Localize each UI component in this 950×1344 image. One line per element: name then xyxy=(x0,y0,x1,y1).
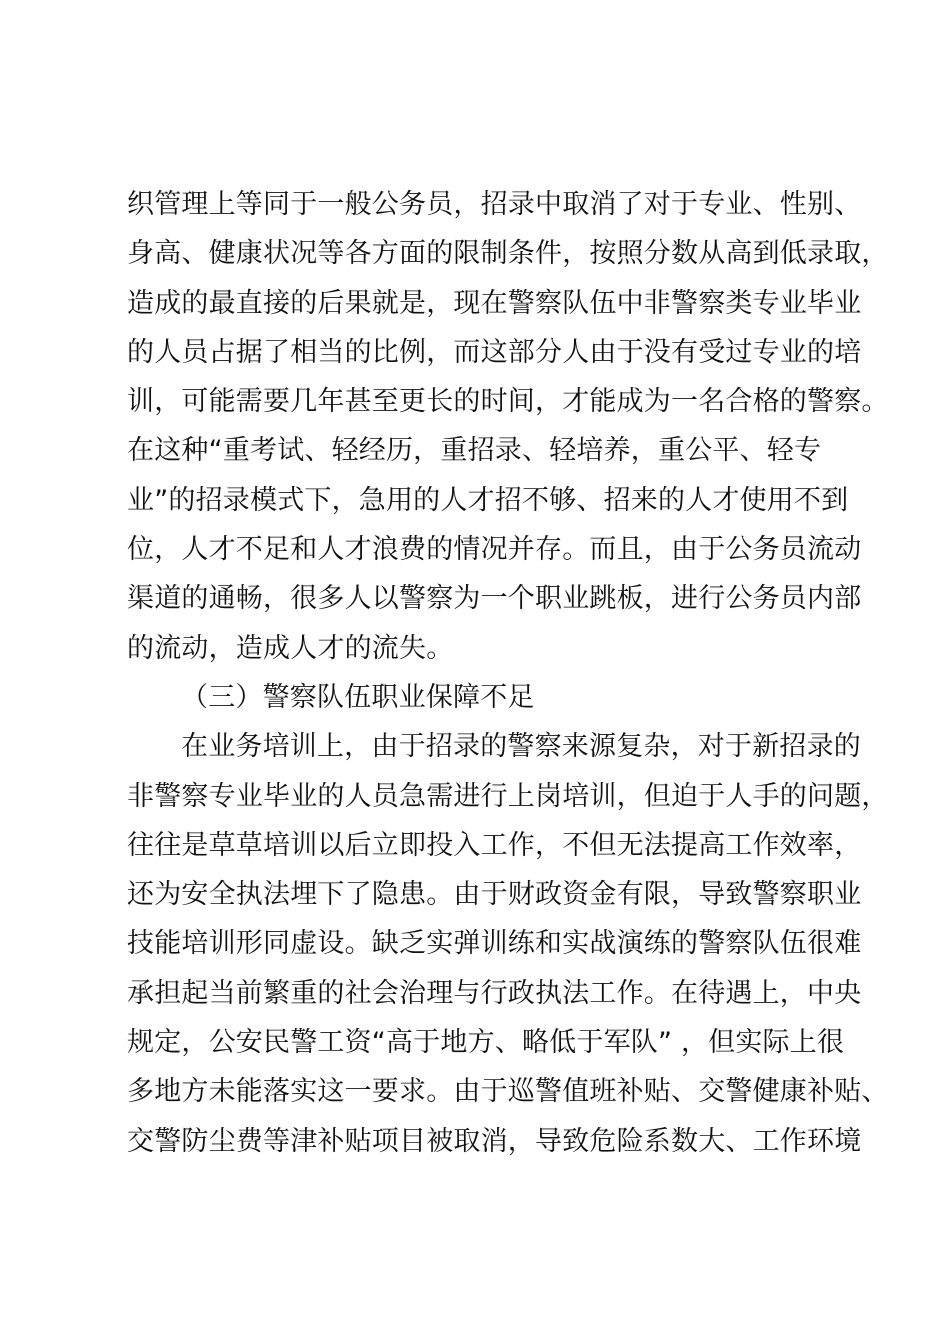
text-line: 造成的最直接的后果就是，现在警察队伍中非警察类专业毕业 xyxy=(127,287,862,319)
body-text xyxy=(127,180,889,1166)
text-line: 规定，公安民警工资“高于地方、略低于军队” ，但实际上很 xyxy=(127,1027,845,1059)
text-line: 织管理上等同于一般公务员，招录中取消了对于专业、性别、 xyxy=(127,189,862,220)
text-line: 渠道的通畅，很多人以警察为一个职业跳板，进行公务员内部 xyxy=(127,583,862,615)
text-line: 的流动，造成人才的流失。 xyxy=(127,632,454,664)
text-line: 在业务培训上，由于招录的警察来源复杂，对于新招录的 xyxy=(181,731,861,763)
text-line: 承担起当前繁重的社会治理与行政执法工作。在待遇上，中央 xyxy=(127,977,862,1009)
text-line: 的人员占据了相当的比例，而这部分人由于没有受过专业的培 xyxy=(127,336,862,368)
text-line: 技能培训形同虚设。缺乏实弹训练和实战演练的警察队伍很难 xyxy=(127,928,862,960)
text-line: 多地方未能落实这一要求。由于巡警值班补贴、交警健康补贴、 xyxy=(127,1076,889,1108)
text-line: 还为安全执法埋下了隐患。由于财政资金有限，导致警察职业 xyxy=(127,879,862,911)
section-heading: （三）警察队伍职业保障不足 xyxy=(181,681,535,713)
text-line: 交警防尘费等津补贴项目被取消，导致危险系数大、工作环境 xyxy=(127,1125,862,1157)
text-line: 身高、健康状况等各方面的限制条件，按照分数从高到低录取， xyxy=(127,238,889,270)
text-line: 非警察专业毕业的人员急需进行上岗培训，但迫于人手的问题， xyxy=(127,780,889,812)
text-line: 业”的招录模式下，急用的人才招不够、招来的人才使用不到 xyxy=(127,484,849,516)
text-line: 位，人才不足和人才浪费的情况并存。而且，由于公务员流动 xyxy=(127,534,862,566)
text-line: 在这种“重考试、轻经历，重招录、轻培养，重公平、轻专 xyxy=(127,435,822,467)
text-line: 往往是草草培训以后立即投入工作，不但无法提高工作效率， xyxy=(127,829,862,861)
text-line: 训，可能需要几年甚至更长的时间，才能成为一名合格的警察。 xyxy=(127,386,889,418)
